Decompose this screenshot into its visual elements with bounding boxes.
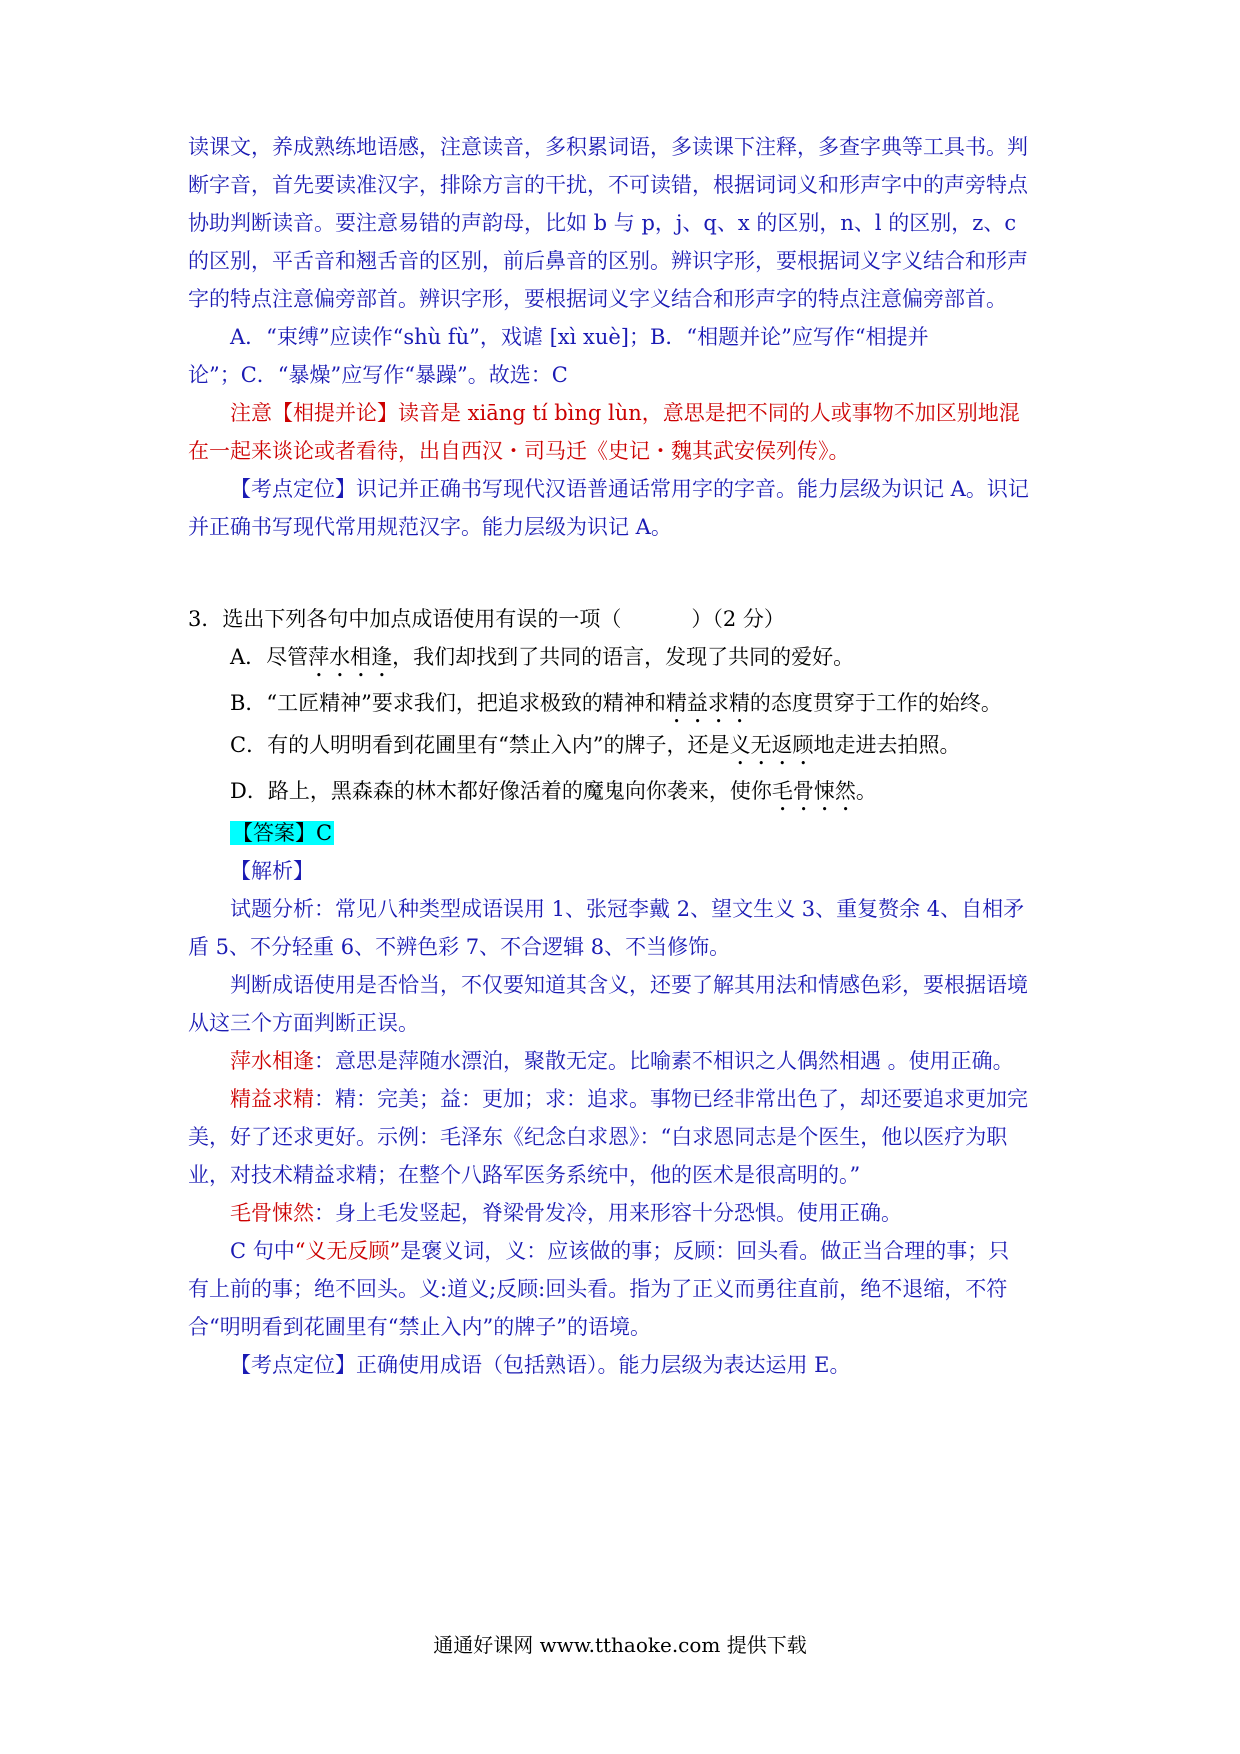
pingshui-line	[230, 1046, 1110, 1076]
idiom-term: 毛骨悚然	[230, 1201, 314, 1225]
idiom-explanation: 是褒义词，义：应该做的事；反顾：回头看。做正当合理的事；只	[400, 1239, 1010, 1263]
idiom-term: 精益求精	[230, 1087, 314, 1111]
idiom-term: 萍水相逢	[230, 1049, 314, 1073]
dotted-idiom: 义无返顾	[729, 733, 814, 757]
analysis-line: 盾 5、不分轻重 6、不辨色彩 7、不合逻辑 8、不当修饰。	[188, 935, 731, 959]
optionc-line: 合“明明看到花圃里有“禁止入内”的牌子”的语境。	[188, 1315, 651, 1339]
intro-line: 协助判断读音。要注意易错的声韵母，比如 b 与 p，j、q、x 的区别，n、l 的区别，z、c	[188, 211, 1017, 235]
optionc-line: 有上前的事；绝不回头。义:道义;反顾:回头看。指为了正义而勇往直前，绝不退缩，不符	[188, 1277, 1008, 1301]
dotted-idiom: 精益求精	[665, 691, 750, 715]
intro-line: 字的特点注意偏旁部首。辨识字形，要根据词义字义结合和形声字的特点注意偏旁部首。	[188, 287, 1007, 311]
kaodian2-line: 【考点定位】识记并正确书写现代汉语普通话常用字的字音。能力层级为识记 A。识记	[230, 477, 1029, 501]
maogu-line	[230, 1198, 1110, 1228]
dotted-idiom: 毛骨悚然	[771, 779, 856, 803]
intro-line: 读课文，养成熟练地语感，注意读音，多积累词语，多读课下注释，多查字典等工具书。判	[188, 135, 1028, 159]
option-b	[230, 688, 1110, 728]
answer3	[230, 818, 1110, 848]
answer-value: C	[316, 821, 333, 845]
intro-line: 的区别，平舌音和翘舌音的区别，前后鼻音的区别。辨识字形，要根据词义字义结合和形声	[188, 249, 1028, 273]
analysis-heading: 【解析】	[230, 859, 314, 883]
option-text: B．“工匠精神”要求我们，把追求极致的精神和	[230, 691, 666, 715]
question3-stem	[188, 604, 1068, 634]
option-text: 地走进去拍照。	[813, 733, 961, 757]
kaodian2-line: 并正确书写现代常用规范汉字。能力层级为识记 A。	[188, 515, 672, 539]
jingyi-line	[230, 1084, 1110, 1114]
option-d	[230, 776, 1110, 816]
intro-line: 断字音，首先要读准汉字，排除方言的干扰，不可读错，根据词词义和形声字中的声旁特点	[188, 173, 1028, 197]
footer-text: 通通好课网 www.tthaoke.com 提供下载	[433, 1633, 807, 1657]
question3-stem-before: 3．选出下列各句中加点成语使用有误的一项（	[188, 607, 622, 631]
idiom-term: “义无反顾”	[294, 1239, 401, 1263]
question3-stem-after: ）（2 分）	[691, 607, 785, 631]
judge-line: 判断成语使用是否恰当，不仅要知道其含义，还要了解其用法和情感色彩，要根据语境	[230, 973, 1028, 997]
dotted-idiom: 萍水相逢	[308, 645, 393, 669]
optionc-line	[230, 1236, 1110, 1266]
answer-tag-label: 【答案】	[232, 821, 316, 845]
answer2-line: A．“束缚”应读作“shù fù”，戏谑 [xì xuè]；B．“相题并论”应写作“相提并	[230, 325, 929, 349]
jingyi-line: 业，对技术精益求精；在整个八路军医务系统中，他的医术是很高明的。”	[188, 1163, 861, 1187]
judge-line: 从这三个方面判断正误。	[188, 1011, 419, 1035]
option-text: 。	[855, 779, 877, 803]
kaodian3-line: 【考点定位】正确使用成语（包括熟语）。能力层级为表达运用 E。	[230, 1353, 851, 1377]
option-c	[230, 730, 1110, 770]
answer-tag	[230, 821, 334, 845]
option-text: A．尽管	[230, 645, 309, 669]
answer2-line: 论”；C．“暴燥”应写作“暴躁”。故选：C	[188, 363, 568, 387]
option-text: 的态度贯穿于工作的始终。	[749, 691, 1002, 715]
idiom-explanation: ：身上毛发竖起，脊梁骨发冷，用来形容十分恐惧。使用正确。	[314, 1201, 902, 1225]
note-line: 在一起来谈论或者看待，出自西汉・司马迁《史记・魏其武安侯列传》。	[188, 439, 850, 463]
idiom-explanation: ：精：完美；益：更加；求：追求。事物已经非常出色了，却还要追求更加完	[314, 1087, 1028, 1111]
note-line: 注意【相提并论】读音是 xiāng tí bìng lùn，意思是把不同的人或事物不加区别地混	[230, 401, 1020, 425]
option-a	[230, 642, 1110, 682]
option-text: ，我们却找到了共同的语言，发现了共同的爱好。	[392, 645, 855, 669]
analysis-line: 试题分析：常见八种类型成语误用 1、张冠李戴 2、望文生义 3、重复赘余 4、自相矛	[230, 897, 1025, 921]
idiom-explanation: ：意思是萍随水漂泊，聚散无定。比喻素不相识之人偶然相遇 。使用正确。	[314, 1049, 1014, 1073]
jingyi-line: 美，好了还求更好。示例：毛泽东《纪念白求恩》：“白求恩同志是个医生，他以医疗为职	[188, 1125, 1008, 1149]
option-text: C．有的人明明看到花圃里有“禁止入内”的牌子，还是	[230, 733, 730, 757]
optionc-prefix: C 句中	[230, 1239, 295, 1263]
option-text: D．路上，黑森森的林木都好像活着的魔鬼向你袭来，使你	[230, 779, 772, 803]
